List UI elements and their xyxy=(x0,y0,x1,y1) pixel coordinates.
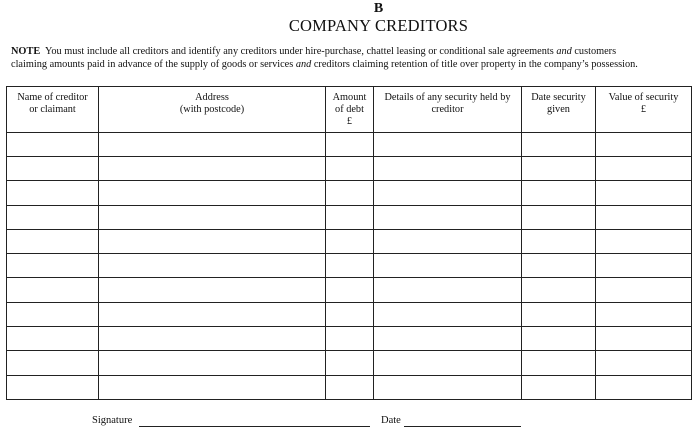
security-value-cell[interactable] xyxy=(596,254,692,278)
security-details-cell[interactable] xyxy=(374,181,522,205)
table-row xyxy=(7,254,692,278)
security-value-cell[interactable] xyxy=(596,157,692,181)
note-line-2 xyxy=(11,59,700,72)
column-header-address: Address (with postcode) xyxy=(99,87,326,133)
amount-cell[interactable] xyxy=(326,229,374,253)
page-title: COMPANY CREDITORS xyxy=(288,16,469,35)
amount-cell[interactable] xyxy=(326,375,374,399)
security-details-cell[interactable] xyxy=(374,133,522,157)
date-given-cell[interactable] xyxy=(522,205,596,229)
column-header-date-given: Date security given xyxy=(522,87,596,133)
date-label: Date xyxy=(381,415,401,426)
table-row xyxy=(7,302,692,326)
address-cell[interactable] xyxy=(99,302,326,326)
note-text-2b: creditors claiming retention of title over property in the company’s possession. xyxy=(313,58,638,70)
security-value-cell[interactable] xyxy=(596,351,692,375)
signature-line[interactable] xyxy=(139,426,370,427)
note-text-1b: customers xyxy=(574,46,617,57)
security-details-cell[interactable] xyxy=(374,205,522,229)
date-given-cell[interactable] xyxy=(522,254,596,278)
name-cell[interactable] xyxy=(7,254,99,278)
amount-cell[interactable] xyxy=(326,254,374,278)
address-cell[interactable] xyxy=(99,254,326,278)
address-cell[interactable] xyxy=(99,229,326,253)
security-details-cell[interactable] xyxy=(374,254,522,278)
table-row xyxy=(7,157,692,181)
security-details-cell[interactable] xyxy=(374,229,522,253)
table-row xyxy=(7,327,692,351)
column-header-security-value: Value of security £ xyxy=(596,87,692,133)
security-value-cell[interactable] xyxy=(596,327,692,351)
security-value-cell[interactable] xyxy=(596,302,692,326)
name-cell[interactable] xyxy=(7,351,99,375)
date-given-cell[interactable] xyxy=(522,351,596,375)
security-value-cell[interactable] xyxy=(596,133,692,157)
creditors-table xyxy=(6,86,692,400)
name-cell[interactable] xyxy=(7,375,99,399)
note-line-1 xyxy=(11,46,616,57)
table-row xyxy=(7,181,692,205)
name-cell[interactable] xyxy=(7,205,99,229)
table-header-row xyxy=(7,87,692,133)
section-letter: B xyxy=(373,1,384,16)
name-cell[interactable] xyxy=(7,302,99,326)
security-details-cell[interactable] xyxy=(374,302,522,326)
name-cell[interactable] xyxy=(7,133,99,157)
amount-cell[interactable] xyxy=(326,278,374,302)
security-value-cell[interactable] xyxy=(596,278,692,302)
security-details-cell[interactable] xyxy=(374,351,522,375)
table-row xyxy=(7,205,692,229)
name-cell[interactable] xyxy=(7,229,99,253)
column-header-amount: Amount of debt £ xyxy=(326,87,374,133)
table-row xyxy=(7,351,692,375)
security-details-cell[interactable] xyxy=(374,157,522,181)
amount-cell[interactable] xyxy=(326,157,374,181)
date-given-cell[interactable] xyxy=(522,302,596,326)
date-given-cell[interactable] xyxy=(522,375,596,399)
address-cell[interactable] xyxy=(99,278,326,302)
amount-cell[interactable] xyxy=(326,205,374,229)
address-cell[interactable] xyxy=(99,351,326,375)
security-value-cell[interactable] xyxy=(596,181,692,205)
address-cell[interactable] xyxy=(99,375,326,399)
security-value-cell[interactable] xyxy=(596,229,692,253)
date-given-cell[interactable] xyxy=(522,157,596,181)
date-given-cell[interactable] xyxy=(522,133,596,157)
note-paragraph xyxy=(11,46,700,71)
name-cell[interactable] xyxy=(7,278,99,302)
name-cell[interactable] xyxy=(7,327,99,351)
date-given-cell[interactable] xyxy=(522,327,596,351)
amount-cell[interactable] xyxy=(326,351,374,375)
date-given-cell[interactable] xyxy=(522,278,596,302)
security-value-cell[interactable] xyxy=(596,375,692,399)
date-given-cell[interactable] xyxy=(522,181,596,205)
note-emphasis-1: and xyxy=(556,46,572,57)
security-value-cell[interactable] xyxy=(596,205,692,229)
note-text-2a: claiming amounts paid in advance of the supply of goods or services xyxy=(11,58,294,70)
name-cell[interactable] xyxy=(7,157,99,181)
table-row xyxy=(7,229,692,253)
table-row xyxy=(7,278,692,302)
date-line[interactable] xyxy=(404,426,521,427)
address-cell[interactable] xyxy=(99,181,326,205)
column-header-name: Name of creditor or claimant xyxy=(7,87,99,133)
security-details-cell[interactable] xyxy=(374,278,522,302)
table-row xyxy=(7,133,692,157)
security-details-cell[interactable] xyxy=(374,327,522,351)
address-cell[interactable] xyxy=(99,327,326,351)
amount-cell[interactable] xyxy=(326,327,374,351)
note-text-1a: You must include all creditors and identify any creditors under hire-purchase, chattel leasing or conditional sale agreements xyxy=(44,46,554,57)
security-details-cell[interactable] xyxy=(374,375,522,399)
note-emphasis-2: and xyxy=(295,58,312,70)
amount-cell[interactable] xyxy=(326,133,374,157)
signature-label: Signature xyxy=(92,415,133,426)
address-cell[interactable] xyxy=(99,133,326,157)
date-given-cell[interactable] xyxy=(522,229,596,253)
amount-cell[interactable] xyxy=(326,302,374,326)
column-header-security-details: Details of any security held by creditor xyxy=(374,87,522,133)
table-row xyxy=(7,375,692,399)
amount-cell[interactable] xyxy=(326,181,374,205)
address-cell[interactable] xyxy=(99,157,326,181)
creditors-table-body xyxy=(7,133,692,400)
note-label: NOTE xyxy=(11,46,41,57)
address-cell[interactable] xyxy=(99,205,326,229)
name-cell[interactable] xyxy=(7,181,99,205)
